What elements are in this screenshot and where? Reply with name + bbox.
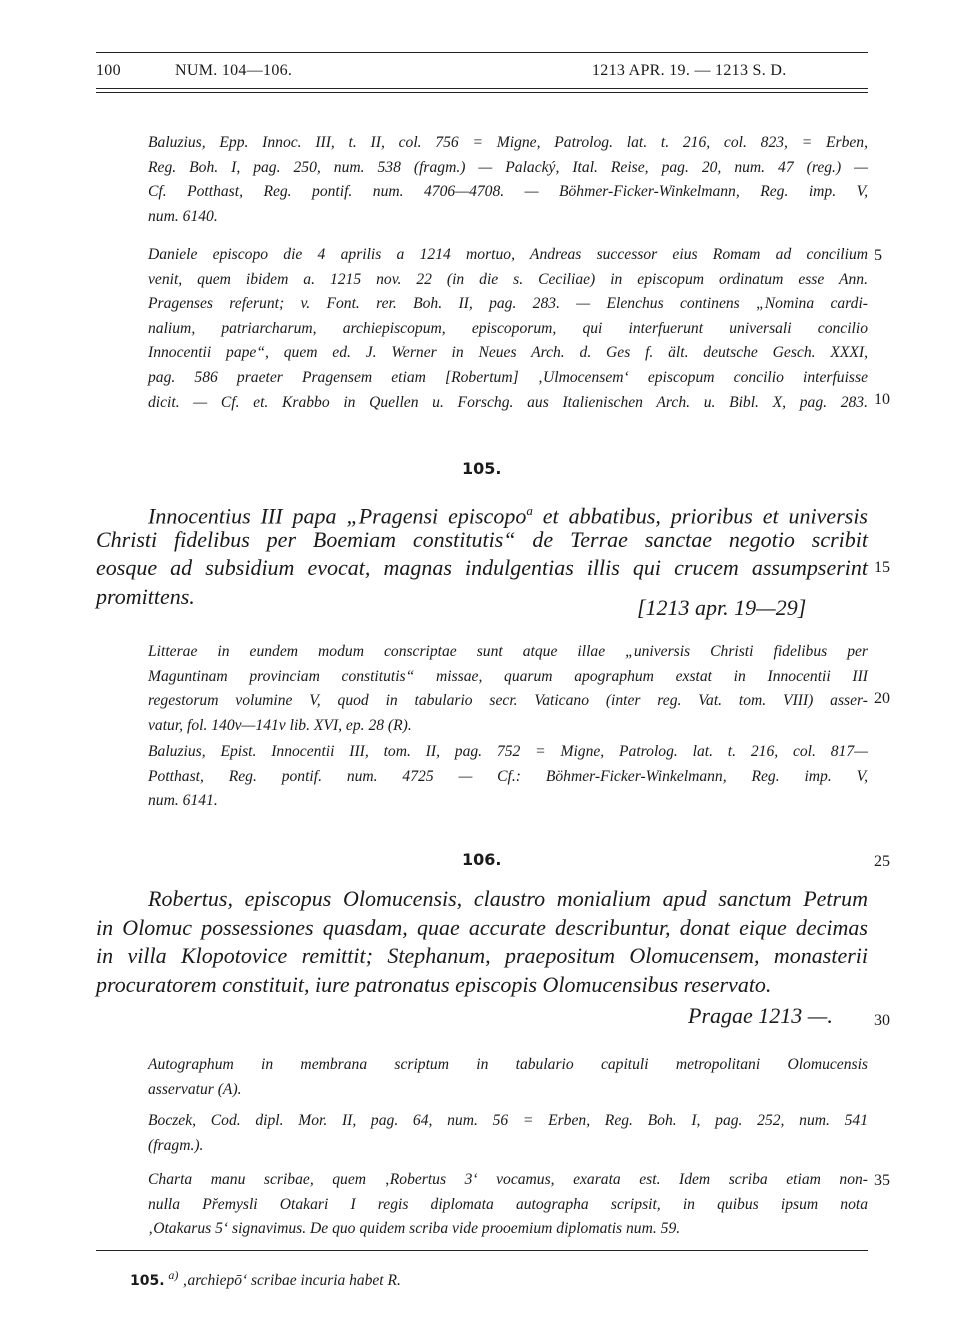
text-line: Potthast, Reg. pontif. num. 4725 — Cf.: Böhmer-Ficker-Winkelmann, Reg. imp. V, bbox=[148, 767, 868, 785]
note-106-scribe bbox=[148, 1168, 868, 1242]
header-top-rule bbox=[96, 52, 868, 53]
date-106: Pragae 1213 —. bbox=[688, 1003, 833, 1028]
document-number-105: 105. bbox=[462, 459, 502, 478]
line-number: 25 bbox=[874, 853, 890, 870]
regest-line: eosque ad subsidium evocat, magnas indulgentias illis qui crucem assumpserint bbox=[96, 555, 868, 580]
text-line: nulla Přemysli Otakari I regis diplomata autographa scripsit, in quibus ipsum nota bbox=[148, 1195, 868, 1213]
line-number: 35 bbox=[874, 1172, 890, 1189]
text-line: regestorum volumine V, quod in tabulario secr. Vaticano (inter reg. Vat. tom. VIII) asser- bbox=[148, 692, 868, 710]
regest-line: promittens. bbox=[96, 583, 195, 609]
text-line: Pragenses referunt; v. Font. rer. Boh. II, pag. 283. — Elenchus continens „Nomina cardi- bbox=[148, 295, 868, 313]
text-line: dicit. — Cf. et. Krabbo in Quellen u. Forschg. aus Italienischen Arch. u. Bibl. X, pag. 283. bbox=[148, 393, 868, 411]
regest-line: in villa Klopotovice remittit; Stephanum, praepositum Olomucensem, monasterii bbox=[96, 943, 868, 968]
text-line: vatur, fol. 140v—141v lib. XVI, ep. 28 (R). bbox=[148, 716, 412, 734]
regest-line: Christi fidelibus per Boemiam constitutis“ de Terrae sanctae negotio scribit bbox=[96, 526, 868, 552]
running-head-dates: 1213 APR. 19. — 1213 S. D. bbox=[592, 62, 787, 79]
text-line: num. 6140. bbox=[148, 207, 218, 225]
text-line: Litterae in eundem modum conscriptae sunt atque illae „universis Christi fidelibus per bbox=[148, 643, 868, 660]
line-number: 30 bbox=[874, 1012, 890, 1029]
regest-106 bbox=[96, 885, 868, 999]
line-number: 10 bbox=[874, 391, 890, 408]
regest-text: et abbatibus, prioribus et universis bbox=[532, 503, 868, 529]
text-line: (fragm.). bbox=[148, 1136, 204, 1154]
document-number-106: 106. bbox=[462, 850, 502, 869]
text-line: Autographum in membrana scriptum in tabulario capituli metropolitani Olomucensis bbox=[148, 1056, 868, 1073]
page-number: 100 bbox=[96, 62, 121, 79]
text-line: pag. 586 praeter Pragensem etiam [Robertum] ‚Ulmocensem‘ episcopum concilio interfuisse bbox=[148, 368, 868, 386]
running-head-numbers: NUM. 104—106. bbox=[175, 62, 293, 79]
footnote-marker: a bbox=[526, 503, 533, 518]
regest-105 bbox=[96, 497, 868, 611]
footnote-text: ‚archiepō‘ scribae incuria habet R. bbox=[178, 1272, 401, 1290]
footnote-ref: 105. bbox=[130, 1273, 165, 1290]
text-line: Daniele episcopo die 4 aprilis a 1214 mortuo, Andreas successor eius Romam ad concilium bbox=[148, 246, 868, 263]
regest-line: Robertus, episcopus Olomucensis, claustro monialium apud sanctum Petrum bbox=[148, 886, 868, 911]
text-line: ‚Otakarus 5‘ signavimus. De quo quidem scriba vide prooemium diplomatis num. 59. bbox=[148, 1220, 681, 1238]
text-line: Baluzius, Epist. Innocentii III, tom. II, pag. 752 = Migne, Patrolog. lat. t. 216, col. 817— bbox=[148, 743, 868, 760]
line-number: 15 bbox=[874, 559, 890, 576]
commentary-104 bbox=[148, 243, 868, 415]
date-105: [1213 apr. 19—29] bbox=[637, 595, 807, 620]
header-rule-upper bbox=[96, 88, 868, 89]
footnote bbox=[130, 1268, 401, 1290]
text-line: Cf. Potthast, Reg. pontif. num. 4706—4708. — Böhmer-Ficker-Winkelmann, Reg. imp. V, bbox=[148, 183, 868, 201]
header-rule-lower bbox=[96, 92, 868, 93]
text-line: venit, quem ibidem a. 1215 nov. 22 (in die s. Ceciliae) in episcopum ordinatum esse Ann. bbox=[148, 270, 868, 288]
line-number: 5 bbox=[874, 247, 882, 264]
footnote-rule bbox=[96, 1250, 868, 1251]
note-105-editions bbox=[148, 740, 868, 814]
text-line: nalium, patriarcharum, archiepiscopum, episcoporum, qui interfuerunt universali concilio bbox=[148, 319, 868, 337]
regest-line: in Olomuc possessiones quasdam, quae accurate describuntur, donat eique decimas bbox=[96, 914, 868, 940]
text-line: Innocentii pape“, quem ed. J. Werner in Neues Arch. d. Ges f. ält. deutsche Gesch. XXXI, bbox=[148, 344, 868, 362]
note-106-tradition bbox=[148, 1053, 868, 1102]
regest-line bbox=[96, 497, 868, 529]
regest-line: procuratorem constituit, iure patronatus episcopis Olomucensibus reservato. bbox=[96, 971, 772, 997]
text-line: Reg. Boh. I, pag. 250, num. 538 (fragm.) — Palacký, Ital. Reise, pag. 20, num. 47 (reg.) — bbox=[148, 158, 868, 176]
note-105-tradition bbox=[148, 640, 868, 738]
footnote-letter: a) bbox=[168, 1268, 179, 1282]
text-line: Charta manu scribae, quem ‚Robertus 3‘ vocamus, exarata est. Idem scriba etiam non- bbox=[148, 1171, 868, 1188]
note-106-editions bbox=[148, 1109, 868, 1158]
text-line: asservatur (A). bbox=[148, 1080, 242, 1098]
text-line: num. 6141. bbox=[148, 792, 218, 810]
text-line: Boczek, Cod. dipl. Mor. II, pag. 64, num. 56 = Erben, Reg. Boh. I, pag. 252, num. 541 bbox=[148, 1112, 868, 1129]
text-line: Baluzius, Epp. Innoc. III, t. II, col. 756 = Migne, Patrolog. lat. t. 216, col. 823, = Erben, bbox=[148, 134, 868, 151]
regest-text: Innocentius III papa „Pragensi episcopo bbox=[148, 503, 527, 529]
text-line: Maguntinam provinciam constitutis“ missae, quarum apographum exstat in Innocentii III bbox=[148, 667, 868, 685]
line-number: 20 bbox=[874, 690, 890, 707]
bibliography-104 bbox=[148, 131, 868, 229]
